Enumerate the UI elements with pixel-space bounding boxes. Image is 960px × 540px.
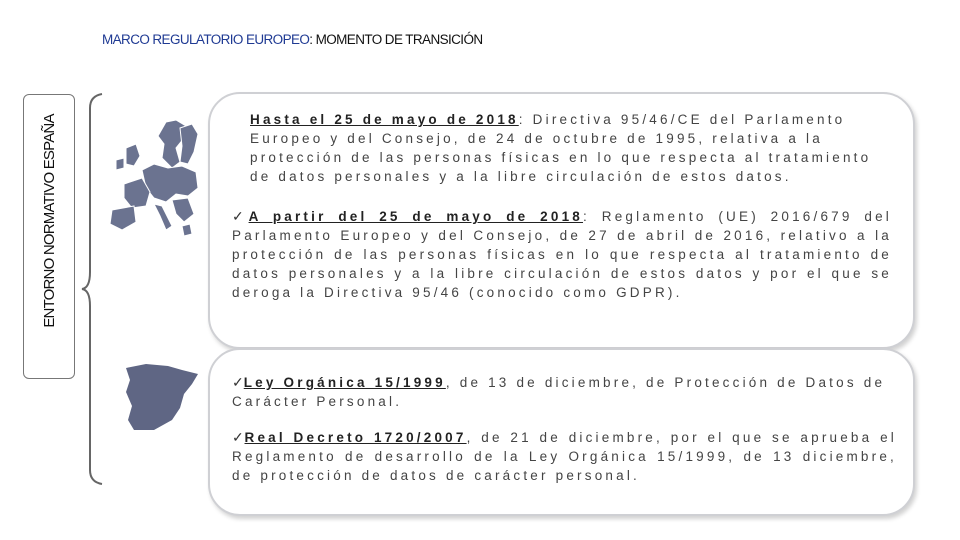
spain-map-icon bbox=[120, 362, 206, 436]
europe-item-directive bbox=[250, 110, 880, 186]
title-highlight: MARCO REGULATORIO EUROPEO bbox=[102, 32, 310, 47]
gdpr-date-link[interactable]: A partir del 25 de mayo de 2018 bbox=[248, 209, 584, 224]
europe-item-gdpr bbox=[232, 207, 892, 302]
sidebar-label: ENTORNO NORMATIVO ESPAÑA bbox=[41, 114, 58, 328]
directive-text: : Directiva 95/46/CE del Parlamento Europeo y del Consejo, de 24 de octubre de 1995, relativa a la protección de las personas físicas en lo que respecta al tratamiento de datos personales y a la libre circulación de estos datos. bbox=[250, 112, 872, 184]
spain-item-royal-decree bbox=[232, 428, 897, 485]
page-title bbox=[102, 32, 483, 47]
lopd-link[interactable]: Ley Orgánica 15/1999 bbox=[243, 375, 446, 390]
royal-decree-link[interactable]: Real Decreto 1720/2007 bbox=[244, 430, 467, 445]
brace-icon bbox=[80, 92, 108, 486]
title-rest: : MOMENTO DE TRANSICIÓN bbox=[309, 32, 483, 47]
sidebar-box bbox=[23, 94, 75, 379]
check-icon: ✓ bbox=[232, 429, 245, 445]
spain-item-lopd bbox=[232, 373, 902, 411]
check-icon: ✓ bbox=[232, 374, 244, 390]
lopd-text: , de 13 de diciembre, de Protección de Datos de Carácter Personal. bbox=[232, 375, 886, 409]
royal-decree-text: , de 21 de diciembre, por el que se aprueba el Reglamento de desarrollo de la Ley Orgánica 15/1999, de 13 diciembre, de protección de datos de carácter personal. bbox=[232, 430, 897, 483]
gdpr-text: : Reglamento (UE) 2016/679 del Parlamento Europeo y del Consejo, de 27 de abril de 2016, relativo a la protección de las personas físicas en lo que respecta al tratamiento de datos personales y a la libre circulación de estos datos y por el que se deroga la Directiva 95/46 (conocido como GDPR). bbox=[232, 209, 892, 300]
directive-date-link[interactable]: Hasta el 25 de mayo de 2018 bbox=[250, 112, 519, 127]
check-icon: ✓ bbox=[232, 208, 249, 224]
europe-map-icon bbox=[106, 118, 204, 246]
